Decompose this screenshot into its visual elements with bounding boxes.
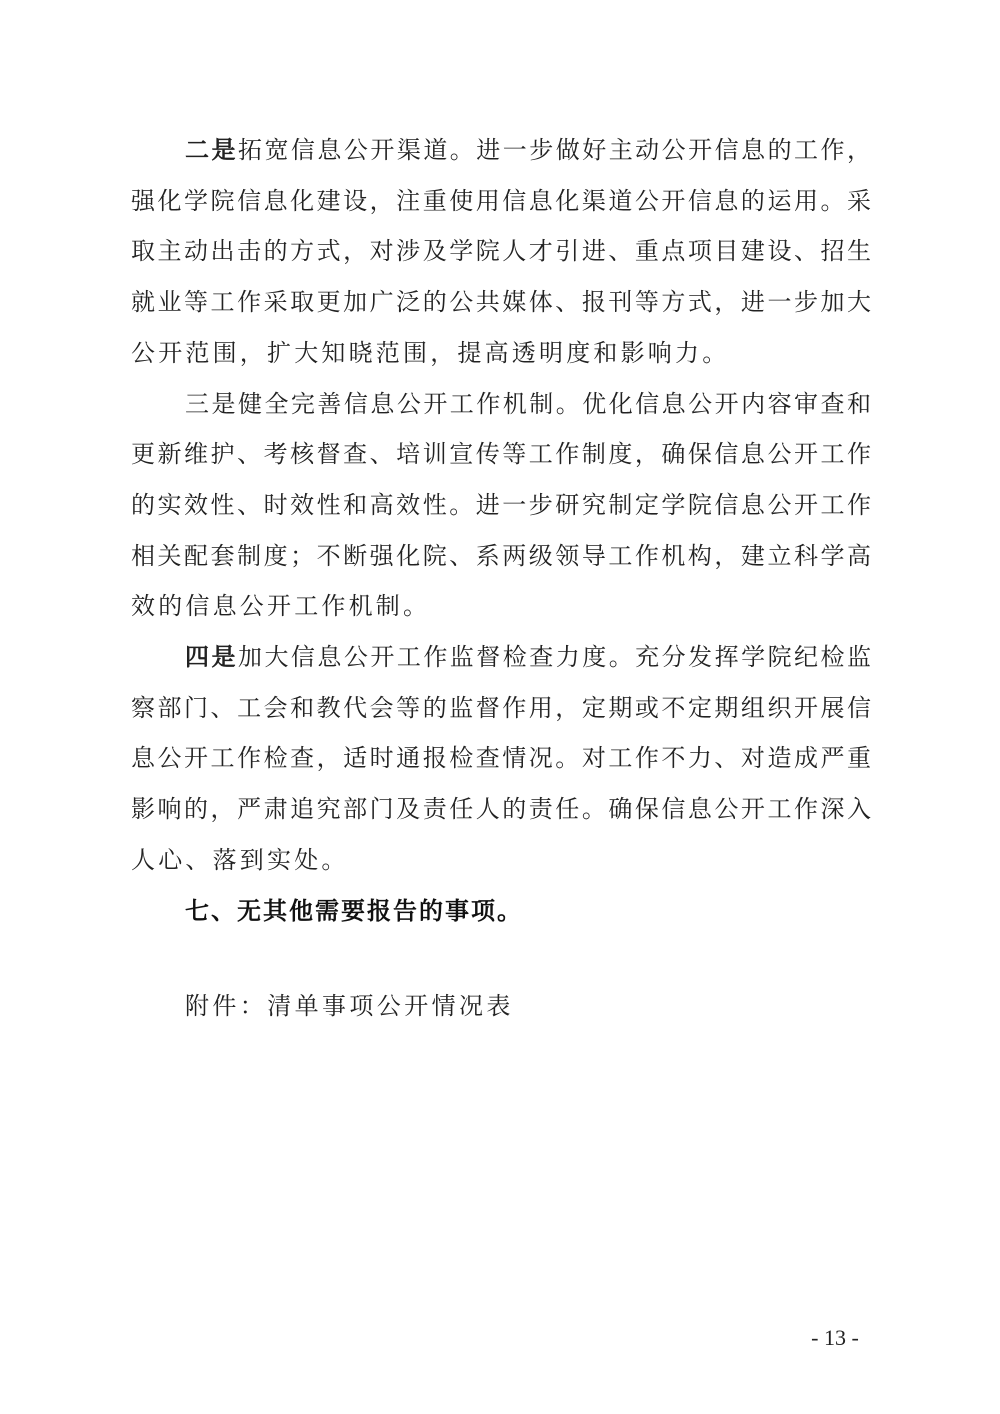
paragraph-line: 更新维护、考核督查、培训宣传等工作制度，确保信息公开工作 [131,440,871,468]
paragraph-line: 取主动出击的方式，对涉及学院人才引进、重点项目建设、招生 [131,237,871,265]
attachment-note: 附件：清单事项公开情况表 [185,992,514,1020]
paragraph-line: 人心、落到实处。 [131,846,349,874]
section-heading: 七、无其他需要报告的事项。 [185,897,523,925]
paragraph-line: 相关配套制度；不断强化院、系两级领导工作机构，建立科学高 [131,542,871,570]
paragraph-line: 的实效性、时效性和高效性。进一步研究制定学院信息公开工作 [131,491,871,519]
paragraph-line: 就业等工作采取更加广泛的公共媒体、报刊等方式，进一步加大 [131,288,871,316]
page-number: - 13 - [811,1325,859,1350]
paragraph-line [185,637,871,677]
paragraph-text: 健全完善信息公开工作机制。优化信息公开内容审查和 [237,390,872,418]
paragraph-lead: 四是 [185,643,238,671]
paragraph-line: 公开范围，扩大知晓范围，提高透明度和影响力。 [131,339,730,367]
paragraph-line: 影响的，严肃追究部门及责任人的责任。确保信息公开工作深入 [131,795,871,823]
paragraph-line [185,384,871,424]
paragraph-line [185,130,871,170]
paragraph-text: 拓宽信息公开渠道。进一步做好主动公开信息的工作， [237,136,872,164]
paragraph-lead: 三是 [185,390,238,418]
paragraph-text: 加大信息公开工作监督检查力度。充分发挥学院纪检监 [237,643,872,671]
paragraph-lead: 二是 [185,136,238,164]
paragraph-line: 效的信息公开工作机制。 [131,592,431,620]
paragraph-line: 息公开工作检查，适时通报检查情况。对工作不力、对造成严重 [131,744,871,772]
paragraph-line: 察部门、工会和教代会等的监督作用，定期或不定期组织开展信 [131,694,871,722]
paragraph-line: 强化学院信息化建设，注重使用信息化渠道公开信息的运用。采 [131,187,871,215]
